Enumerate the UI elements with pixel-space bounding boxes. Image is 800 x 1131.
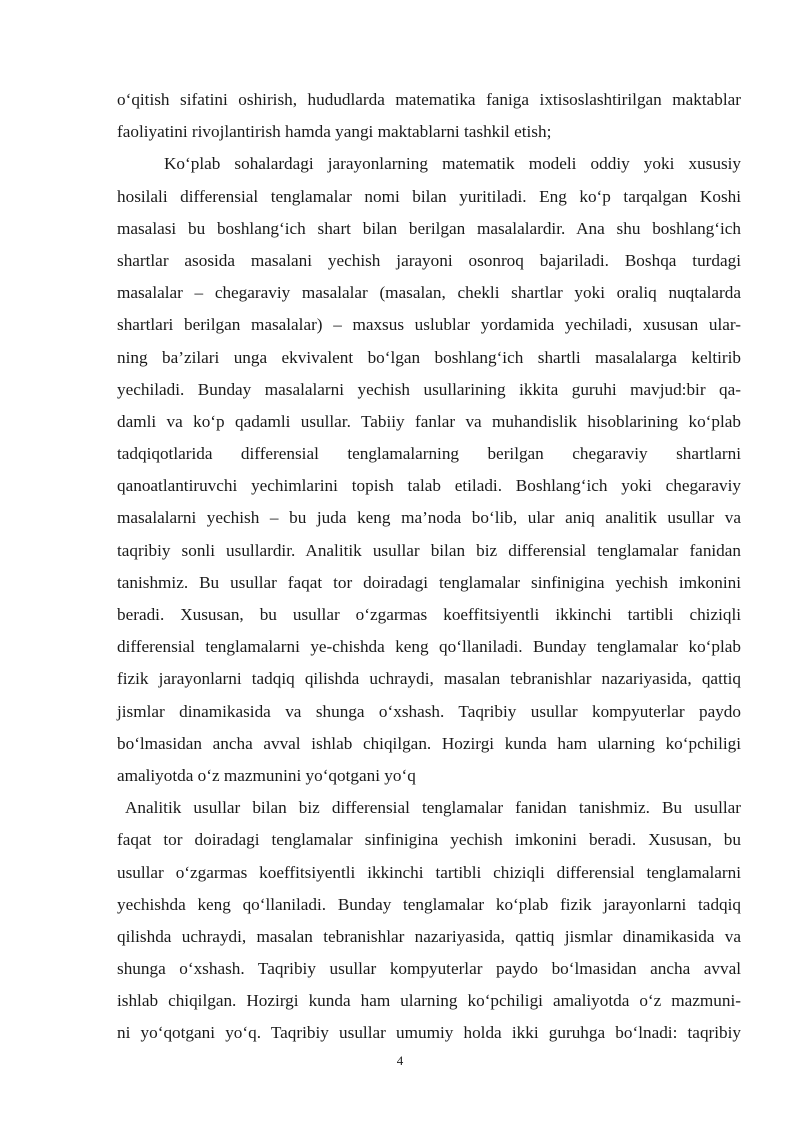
text-line: hosilali differensial tenglamalar nomi bilan yuritiladi. Eng ko‘p tarqalgan Koshi bbox=[117, 186, 741, 206]
text-line: faoliyatini rivojlantirish hamda yangi maktablarni tashkil etish; bbox=[117, 122, 552, 142]
text-line: ishlab chiqilgan. Hozirgi kunda ham ularning ko‘pchiligi amaliyotda o‘z mazmuni- bbox=[117, 991, 741, 1011]
text-line: tanishmiz. Bu usullar faqat tor doiradagi tenglamalar sinfinigina yechish imkonini bbox=[117, 572, 741, 592]
text-line: fizik jarayonlarni tadqiq qilishda uchraydi, masalan tebranishlar nazariyasida, qattiq bbox=[117, 669, 741, 689]
text-line: shartlari berilgan masalalar) – maxsus uslublar yordamida yechiladi, xususan ular- bbox=[117, 315, 741, 335]
body-text bbox=[117, 84, 741, 1050]
text-line: shartlar asosida masalani yechish jarayoni osonroq bajariladi. Boshqa turdagi bbox=[117, 250, 741, 270]
text-line: qanoatlantiruvchi yechimlarini topish talab etiladi. Boshlang‘ich yoki chegaraviy bbox=[117, 476, 741, 496]
text-line: ni yo‘qotgani yo‘q. Taqribiy usullar umumiy holda ikki guruhga bo‘lnadi: taqribiy bbox=[117, 1023, 741, 1043]
text-line: ning ba’zilari unga ekvivalent bo‘lgan boshlang‘ich shartli masalalarga keltirib bbox=[117, 347, 741, 367]
paragraph-first-line: Ko‘plab sohalardagi jarayonlarning matematik modeli oddiy yoki xususiy bbox=[164, 154, 741, 174]
text-line: amaliyotda o‘z mazmunini yo‘qotgani yo‘q bbox=[117, 765, 416, 785]
text-line: masalalarni yechish – bu juda keng ma’noda bo‘lib, ular aniq analitik usullar va bbox=[117, 508, 741, 528]
text-line: bo‘lmasidan ancha avval ishlab chiqilgan. Hozirgi kunda ham ularning ko‘pchiligi bbox=[117, 733, 741, 753]
text-line: yechishda keng qo‘llaniladi. Bunday tenglamalar ko‘plab fizik jarayonlarni tadqiq bbox=[117, 894, 741, 914]
text-line: masalalar – chegaraviy masalalar (masalan, chekli shartlar yoki oraliq nuqtalarda bbox=[117, 283, 741, 303]
text-line: faqat tor doiradagi tenglamalar sinfinigina yechish imkonini beradi. Xususan, bu bbox=[117, 830, 741, 850]
paragraph-first-line: Analitik usullar bilan biz differensial tenglamalar fanidan tanishmiz. Bu usullar bbox=[125, 798, 741, 818]
page-number: 4 bbox=[396, 1053, 404, 1068]
text-line: damli va ko‘p qadamli usullar. Tabiiy fanlar va muhandislik hisoblarining ko‘plab bbox=[117, 411, 741, 431]
text-line: o‘qitish sifatini oshirish, hududlarda matematika faniga ixtisoslashtirilgan maktablar bbox=[117, 90, 741, 109]
text-line: tadqiqotlarida differensial tenglamalarning berilgan chegaraviy shartlarni bbox=[117, 444, 741, 464]
text-line: jismlar dinamikasida va shunga o‘xshash. Taqribiy usullar kompyuterlar paydo bbox=[117, 701, 741, 721]
text-line: differensial tenglamalarni ye-chishda keng qo‘llaniladi. Bunday tenglamalar ko‘plab bbox=[117, 637, 741, 657]
text-line: shunga o‘xshash. Taqribiy usullar kompyuterlar paydo bo‘lmasidan ancha avval bbox=[117, 959, 741, 979]
text-line: taqribiy sonli usullardir. Analitik usullar bilan biz differensial tenglamalar fanidan bbox=[117, 540, 741, 560]
text-line: masalasi bu boshlang‘ich shart bilan berilgan masalalardir. Ana shu boshlang‘ich bbox=[117, 218, 741, 238]
text-line: usullar o‘zgarmas koeffitsiyentli ikkinchi tartibli chiziqli differensial tenglamalarni bbox=[117, 862, 741, 882]
text-line: qilishda uchraydi, masalan tebranishlar nazariyasida, qattiq jismlar dinamikasida va bbox=[117, 926, 741, 946]
text-line: beradi. Xususan, bu usullar o‘zgarmas koeffitsiyentli ikkinchi tartibli chiziqli bbox=[117, 605, 741, 624]
text-line: yechiladi. Bunday masalalarni yechish usullarining ikkita guruhi mavjud:bir qa- bbox=[117, 379, 741, 399]
